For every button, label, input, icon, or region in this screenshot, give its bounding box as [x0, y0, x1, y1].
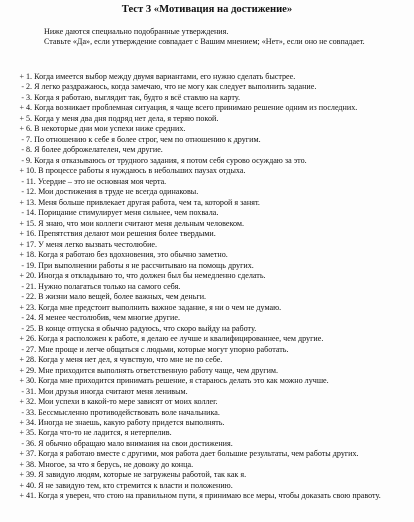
statement-item — [0, 177, 414, 187]
statement-text: 18. Когда я работаю без вдохновения, это обычно заметно. — [26, 250, 228, 260]
statement-text: 20. Иногда я откладываю то, что должен был бы немедленно сделать. — [26, 271, 266, 281]
answer-mark: + — [19, 365, 24, 375]
statement-text: 15. Я знаю, что мои коллеги считают меня дельным человеком. — [26, 218, 245, 228]
statement-item — [0, 324, 414, 334]
statement-item — [0, 187, 414, 197]
statement-item — [0, 208, 414, 218]
answer-mark: - — [21, 82, 24, 92]
statement-item — [0, 103, 414, 113]
answer-mark: + — [19, 103, 24, 113]
statement-text: 8. Я более доброжелателен, чем другие. — [26, 145, 163, 155]
statement-item — [0, 145, 414, 155]
answer-mark: + — [19, 271, 24, 281]
statement-text: 6. В некоторые дни мои успехи ниже средних. — [26, 124, 186, 134]
answer-mark: + — [19, 428, 24, 438]
answer-mark: + — [19, 480, 24, 490]
answer-mark: + — [19, 197, 24, 207]
answer-mark: - — [21, 187, 24, 197]
instruction-line: Ставьте «Да», если утверждение совпадает с Вашим мнением; «Нет», если оно не совпадает. — [44, 37, 365, 46]
statement-item — [0, 240, 414, 250]
statement-list — [0, 72, 414, 502]
statement-text: 21. Нужно полагаться только на самого себя. — [26, 281, 181, 291]
statement-item — [0, 345, 414, 355]
statement-text: 37. Когда я работаю вместе с другими, моя работа дает большие результаты, чем работы других. — [26, 449, 359, 459]
statement-text: 17. У меня легко вызвать честолюбие. — [26, 239, 158, 249]
answer-mark: + — [19, 72, 24, 81]
document-title: Тест 3 «Мотивация на достижение» — [121, 4, 293, 15]
answer-mark: - — [21, 407, 24, 417]
statement-item — [0, 387, 414, 397]
answer-mark: + — [19, 355, 24, 365]
answer-mark: + — [19, 491, 24, 501]
answer-mark: - — [21, 155, 24, 165]
statement-item — [0, 166, 414, 176]
statement-item — [0, 219, 414, 229]
statement-text: 25. В конце отпуска я обычно радуюсь, что скоро выйду на работу. — [26, 323, 257, 333]
statement-text: 26. Когда я расположен к работе, я делаю ее лучше и квалифицированнее, чем другие. — [26, 334, 324, 344]
statement-text: 12. Мои достижения в труде не всегда одинаковы. — [26, 187, 199, 197]
statement-text: 9. Когда я отказываюсь от трудного задания, я потом себя сурово осуждаю за это. — [26, 155, 307, 165]
statement-item — [0, 250, 414, 260]
statement-item — [0, 376, 414, 386]
statement-text: 41. Когда я уверен, что стою на правильном пути, я принимаю все меры, чтобы доказать свою правоту. — [26, 491, 381, 501]
statement-item — [0, 93, 414, 103]
answer-mark: - — [21, 386, 24, 396]
statement-item — [0, 156, 414, 166]
statement-text: 2. Я легко раздражаюсь, когда замечаю, что не могу как следует выполнить задание. — [26, 82, 317, 92]
answer-mark: + — [19, 113, 24, 123]
instructions — [8, 27, 404, 47]
statement-item — [0, 408, 414, 418]
answer-mark: - — [21, 292, 24, 302]
statement-text: 30. Когда мне приходится принимать решение, я стараюсь делать это как можно лучше. — [26, 376, 329, 386]
statement-text: 33. Бессмысленно противодействовать воле начальника. — [26, 407, 220, 417]
statement-text: 32. Мои успехи в какой-то мере зависят от моих коллег. — [26, 397, 218, 407]
answer-mark: + — [19, 218, 24, 228]
statement-item — [0, 428, 414, 438]
answer-mark: + — [19, 250, 24, 260]
answer-mark: + — [19, 449, 24, 459]
statement-text: 22. В жизни мало вещей, более важных, чем деньги. — [26, 292, 207, 302]
instruction-line: Ниже даются специально подобранные утверждения. — [44, 27, 229, 36]
answer-mark: - — [21, 438, 24, 448]
statement-item — [0, 114, 414, 124]
answer-mark: + — [19, 334, 24, 344]
statement-text: 38. Многое, за что я берусь, не довожу до конца. — [26, 459, 194, 469]
statement-text: 24. Я менее честолюбив, чем многие другие. — [26, 313, 180, 323]
statement-item — [0, 397, 414, 407]
answer-mark: - — [21, 208, 24, 218]
statement-text: 28. Когда у меня нет дел, я чувствую, что мне не по себе. — [26, 355, 223, 365]
statement-text: 10. В процессе работы я нуждаюсь в небольших паузах отдыха. — [26, 166, 246, 176]
statement-item — [0, 366, 414, 376]
answer-mark: - — [21, 134, 24, 144]
statement-item — [0, 82, 414, 92]
answer-mark: - — [21, 260, 24, 270]
statement-item — [0, 261, 414, 271]
statement-text: 13. Меня больше привлекает другая работа, чем та, которой я занят. — [26, 197, 260, 207]
statement-item — [0, 72, 414, 82]
statement-item — [0, 439, 414, 449]
answer-mark: + — [19, 124, 24, 134]
statement-text: 3. Когда я работаю, выглядит так, будто я всё ставлю на карту. — [26, 92, 241, 102]
statement-item — [0, 135, 414, 145]
answer-mark: + — [19, 417, 24, 427]
statement-item — [0, 229, 414, 239]
statement-text: 11. Усердие – это не основная моя черта. — [26, 176, 167, 186]
statement-text: 1. Когда имеется выбор между двумя вариантами, его нужно сделать быстрее. — [26, 72, 296, 81]
statement-text: 29. Мне приходится выполнять ответственную работу чаще, чем другим. — [26, 365, 279, 375]
answer-mark: - — [21, 281, 24, 291]
statement-item — [0, 271, 414, 281]
statement-text: 35. Когда что-то не ладится, я нетерпелив. — [26, 428, 172, 438]
statement-item — [0, 124, 414, 134]
statement-item — [0, 460, 414, 470]
statement-item — [0, 292, 414, 302]
statement-item — [0, 198, 414, 208]
statement-text: 5. Когда у меня два дня подряд нет дела, я теряю покой. — [26, 113, 219, 123]
statement-item — [0, 418, 414, 428]
statement-text: 16. Препятствия делают мои решения более твердыми. — [26, 229, 216, 239]
answer-mark: - — [21, 92, 24, 102]
statement-text: 23. Когда мне предстоит выполнить важное задание, я ни о чем не думаю. — [26, 302, 282, 312]
answer-mark: + — [19, 376, 24, 386]
statement-item — [0, 491, 414, 501]
statement-item — [0, 313, 414, 323]
answer-mark: - — [21, 176, 24, 186]
answer-mark: + — [19, 166, 24, 176]
statement-text: 27. Мне проще и легче общаться с людьми, которые могут упорно работать. — [26, 344, 289, 354]
statement-text: 4. Когда возникает проблемная ситуация, я чаще всего принимаю решение одним из последних. — [26, 103, 358, 113]
statement-text: 36. Я обычно обращаю мало внимания на свои достижения. — [26, 438, 233, 448]
answer-mark: - — [21, 323, 24, 333]
answer-mark: + — [19, 229, 24, 239]
statement-text: 7. По отношению к себе я более строг, чем по отношению к другим. — [26, 134, 261, 144]
statement-text: 40. Я не завидую тем, кто стремится к власти и положению. — [26, 480, 233, 490]
answer-mark: + — [19, 397, 24, 407]
answer-mark: + — [19, 239, 24, 249]
statement-item — [0, 282, 414, 292]
statement-text: 31. Мои друзья иногда считают меня ленивым. — [26, 386, 188, 396]
statement-text: 34. Иногда не знаешь, какую работу придется выполнять. — [26, 417, 225, 427]
answer-mark: - — [21, 145, 24, 155]
statement-item — [0, 470, 414, 480]
answer-mark: + — [19, 459, 24, 469]
statement-text: 39. Я завидую людям, которые не загружены работой, так как я. — [26, 470, 247, 480]
statement-item — [0, 334, 414, 344]
answer-mark: - — [21, 344, 24, 354]
statement-text: 19. При выполнении работы я не рассчитываю на помощь других. — [26, 260, 254, 270]
statement-item — [0, 481, 414, 491]
answer-mark: + — [19, 470, 24, 480]
statement-item — [0, 449, 414, 459]
statement-item — [0, 303, 414, 313]
answer-mark: - — [21, 313, 24, 323]
answer-mark: + — [19, 302, 24, 312]
statement-item — [0, 355, 414, 365]
statement-text: 14. Порицание стимулирует меня сильнее, чем похвала. — [26, 208, 219, 218]
